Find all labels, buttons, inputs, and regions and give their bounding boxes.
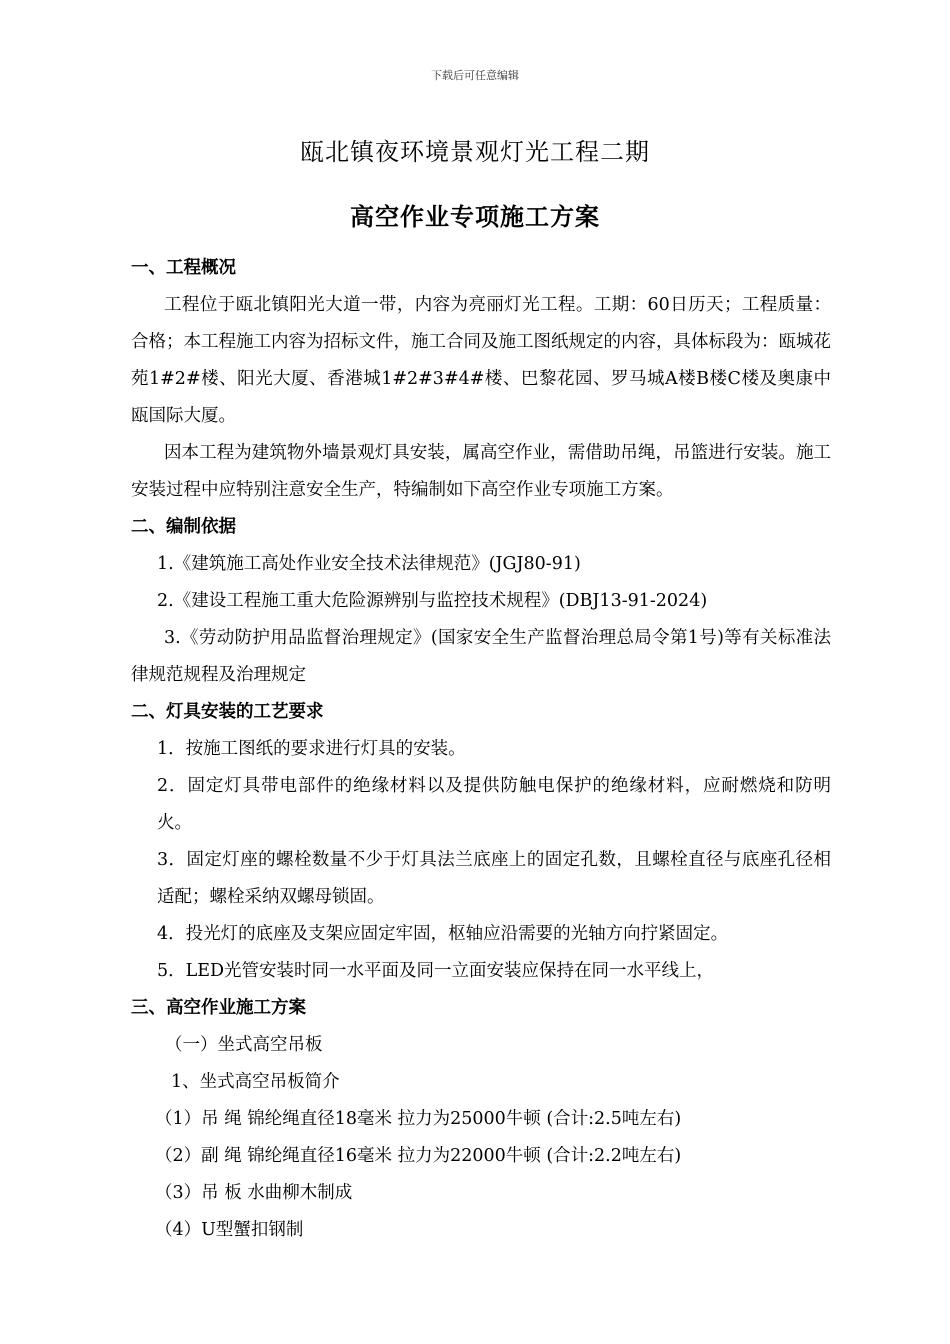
section-heading-plan: 三、高空作业施工方案 <box>131 998 306 1018</box>
basis-item: 1.《建筑施工高处作业安全技术法律规范》(JGJ80-91) <box>157 554 581 574</box>
process-item: 3．固定灯座的螺栓数量不少于灯具法兰底座上的固定孔数，且螺栓直径与底座孔径相适配；螺栓采纳双螺母锁固。 <box>157 850 831 907</box>
process-item: 5．LED光管安装时同一水平面及同一立面安装应保持在同一水平线上， <box>157 961 715 981</box>
section-heading-overview: 一、工程概况 <box>131 258 236 278</box>
overview-paragraph-2: 因本工程为建筑物外墙景观灯具安装，属高空作业，需借助吊绳，吊篮进行安装。施工安装过程中应特别注意安全生产，特编制如下高空作业专项施工方案。 <box>131 443 831 500</box>
process-item: 2．固定灯具带电部件的绝缘材料以及提供防触电保护的绝缘材料，应耐燃烧和防明火。 <box>157 776 831 833</box>
plan-item: （4）U型蟹扣钢制 <box>155 1220 304 1240</box>
process-item: 1．按施工图纸的要求进行灯具的安装。 <box>157 739 466 759</box>
plan-subheading: （一）坐式高空吊板 <box>165 1035 323 1055</box>
document-body <box>131 250 831 1249</box>
basis-item: 2.《建设工程施工重大危险源辨别与监控技术规程》(DBJ13-91-2024) <box>157 591 708 611</box>
document-subtitle: 高空作业专项施工方案 <box>350 203 600 231</box>
plan-item: （2）副 绳 锦纶绳直径16毫米 拉力为22000牛顿 (合计:2.2吨左右) <box>155 1146 682 1166</box>
watermark-text: 下载后可任意编辑 <box>431 69 519 82</box>
plan-item: （1）吊 绳 锦纶绳直径18毫米 拉力为25000牛顿 (合计:2.5吨左右) <box>155 1109 682 1129</box>
section-heading-process: 二、灯具安装的工艺要求 <box>131 702 324 722</box>
section-heading-basis: 二、编制依据 <box>131 517 236 537</box>
plan-item: （3）吊 板 水曲柳木制成 <box>155 1183 353 1203</box>
overview-paragraph-1: 工程位于瓯北镇阳光大道一带，内容为亮丽灯光工程。工期：60日历天；工程质量：合格；本工程施工内容为招标文件，施工合同及施工图纸规定的内容，具体标段为：瓯城花苑1#2#楼、阳光大厦、香港城1#2#3#4#楼、巴黎花园、罗马城A楼B楼C楼及奥康中瓯国际大厦。 <box>131 295 831 426</box>
document-title: 瓯北镇夜环境景观灯光工程二期 <box>300 138 650 166</box>
process-item: 4．投光灯的底座及支架应固定牢固，枢轴应沿需要的光轴方向拧紧固定。 <box>157 924 729 944</box>
basis-item: 3.《劳动防护用品监督治理规定》(国家安全生产监督治理总局令第1号)等有关标准法律规范规程及治理规定 <box>131 628 831 685</box>
plan-subsubheading: 1、坐式高空吊板简介 <box>171 1072 340 1092</box>
